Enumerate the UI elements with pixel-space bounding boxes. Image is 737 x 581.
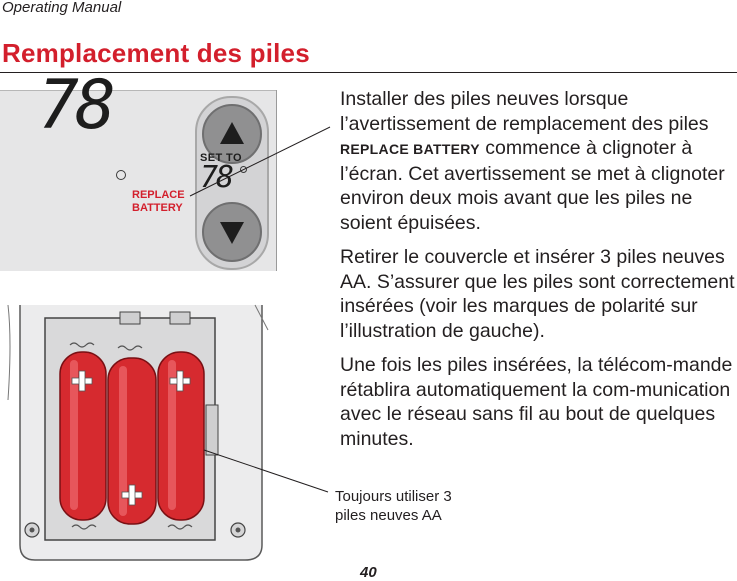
battery-note-line1: Toujours utiliser 3 [335,488,452,505]
replace-label-line1: REPLACE [132,189,185,201]
compartment-top-tab [170,312,190,324]
paragraph-replace-warning [340,87,735,235]
paragraph-insert-batteries: Retirer le couvercle et insérer 3 piles neuves AA. S’assurer que les piles sont correctement insérées (voir les marques de polarité sur l’illustration de gauche). [340,246,735,342]
replace-battery-inline-label: REPLACE BATTERY [340,141,480,157]
paragraph-1-text-end: commence à clignoter à l’écran. Cet avertissement se met à clignoter environ deux mois avant que les piles ne soient épuisées. [340,137,725,234]
page-number: 40 [360,564,377,581]
header-label: Operating Manual [2,0,122,16]
paragraph-1-text: Installer des piles neuves lorsque l’avertissement de remplacement des piles [340,88,709,135]
instructions-body [340,87,735,461]
set-to-label: SET TO [200,152,242,164]
compartment-top-tab [120,312,140,324]
replace-label-line2: BATTERY [132,202,183,214]
page-title: Remplacement des piles [2,38,310,68]
current-temperature: 78 [38,66,112,145]
battery-note [335,487,535,525]
set-temperature: 78 [200,160,233,195]
battery-note-line2: piles neuves AA [335,507,442,524]
paragraph-reconnect: Une fois les piles insérées, la télécom-mande rétablira automatiquement la com-munication avec le réseau sans fil au bout de quelques minutes. [340,354,733,450]
casing-left-contour [8,305,10,400]
callout-line-display [190,127,330,196]
compartment-side-clip [206,405,218,455]
